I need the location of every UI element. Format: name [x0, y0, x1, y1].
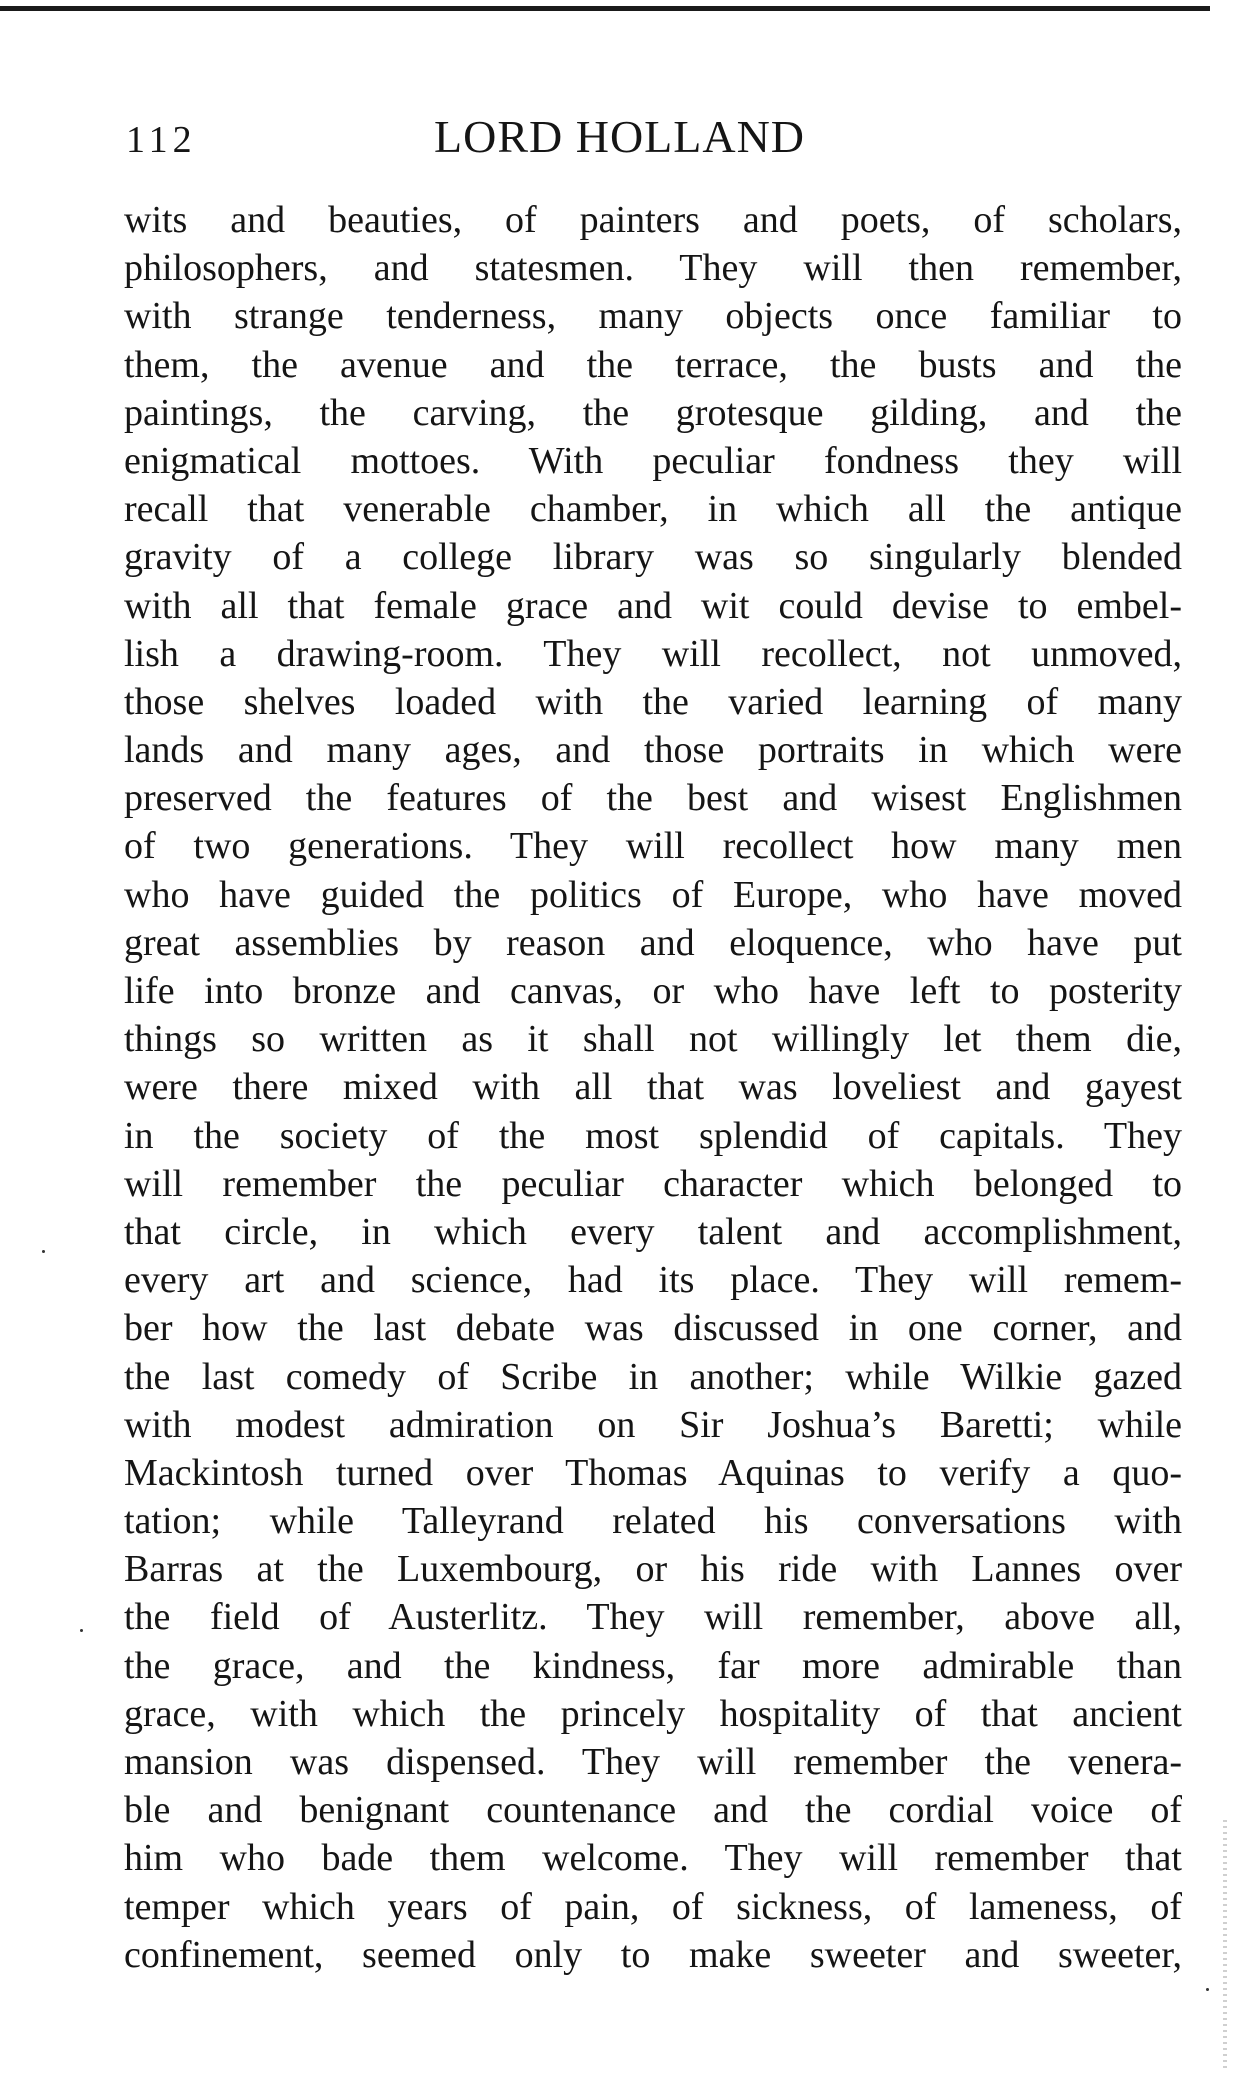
text-line: of two generations. They will recollect how many men	[124, 825, 1182, 868]
text-line: recall that venerable chamber, in which all the antique	[124, 488, 1182, 531]
margin-speck	[42, 1250, 45, 1253]
text-line: that circle, in which every talent and accomplishment,	[124, 1210, 1182, 1253]
text-line: the grace, and the kindness, far more admirable than	[124, 1644, 1182, 1687]
text-line: wits and beauties, of painters and poets, of scholars,	[124, 199, 1182, 241]
text-line: in the society of the most splendid of capitals. They	[124, 1114, 1182, 1157]
text-line: the last comedy of Scribe in another; while Wilkie gazed	[124, 1355, 1182, 1398]
running-title: LORD HOLLAND	[434, 111, 806, 162]
text-line: life into bronze and canvas, or who have left to posterity	[124, 970, 1182, 1012]
text-line: grace, with which the princely hospitality of that ancient	[124, 1692, 1182, 1735]
text-line: paintings, the carving, the grotesque gilding, and the	[124, 391, 1182, 434]
text-line: things so written as it shall not willingly let them die,	[124, 1018, 1182, 1061]
text-line: lands and many ages, and those portraits in which were	[124, 729, 1182, 772]
book-page	[124, 110, 1182, 1979]
text-line: great assemblies by reason and eloquence, who have put	[124, 921, 1182, 964]
page-number: 112	[126, 119, 197, 161]
margin-speck	[1206, 1988, 1209, 1991]
page-header	[124, 110, 1182, 180]
margin-speck	[80, 1629, 83, 1632]
top-border-rule	[0, 6, 1210, 11]
text-line: Mackintosh turned over Thomas Aquinas to verify a quo-	[124, 1451, 1182, 1494]
text-line: those shelves loaded with the varied learning of many	[124, 680, 1182, 723]
page-edge-speckle	[1223, 1820, 1227, 2070]
text-line: with strange tenderness, many objects once familiar to	[124, 295, 1182, 338]
text-line: were there mixed with all that was loveliest and gayest	[124, 1066, 1182, 1109]
text-line: ber how the last debate was discussed in one corner, and	[124, 1307, 1182, 1350]
body-text	[124, 196, 1182, 1979]
text-line: confinement, seemed only to make sweeter and sweeter,	[124, 1933, 1182, 1976]
text-line: who have guided the politics of Europe, who have moved	[124, 873, 1182, 916]
text-line: with modest admiration on Sir Joshua’s Baretti; while	[124, 1403, 1182, 1446]
text-line: mansion was dispensed. They will remember the venera-	[124, 1741, 1182, 1783]
text-line: philosophers, and statesmen. They will then remember,	[124, 247, 1182, 290]
text-line: gravity of a college library was so singularly blended	[124, 536, 1182, 579]
text-line: them, the avenue and the terrace, the busts and the	[124, 343, 1182, 386]
text-line: with all that female grace and wit could devise to embel-	[124, 584, 1182, 627]
text-line: preserved the features of the best and wisest Englishmen	[124, 777, 1182, 820]
text-line: enigmatical mottoes. With peculiar fondness they will	[124, 439, 1182, 482]
text-line: lish a drawing-room. They will recollect, not unmoved,	[124, 632, 1182, 675]
text-line: every art and science, had its place. They will remem-	[124, 1259, 1182, 1302]
text-line: him who bade them welcome. They will remember that	[124, 1837, 1182, 1880]
text-line: temper which years of pain, of sickness, of lameness, of	[124, 1885, 1182, 1928]
text-line: Barras at the Luxembourg, or his ride with Lannes over	[124, 1548, 1182, 1591]
text-line: tation; while Talleyrand related his conversations with	[124, 1500, 1182, 1543]
text-line: the field of Austerlitz. They will remember, above all,	[124, 1596, 1182, 1639]
text-line: ble and benignant countenance and the cordial voice of	[124, 1789, 1182, 1832]
text-line: will remember the peculiar character which belonged to	[124, 1162, 1182, 1205]
